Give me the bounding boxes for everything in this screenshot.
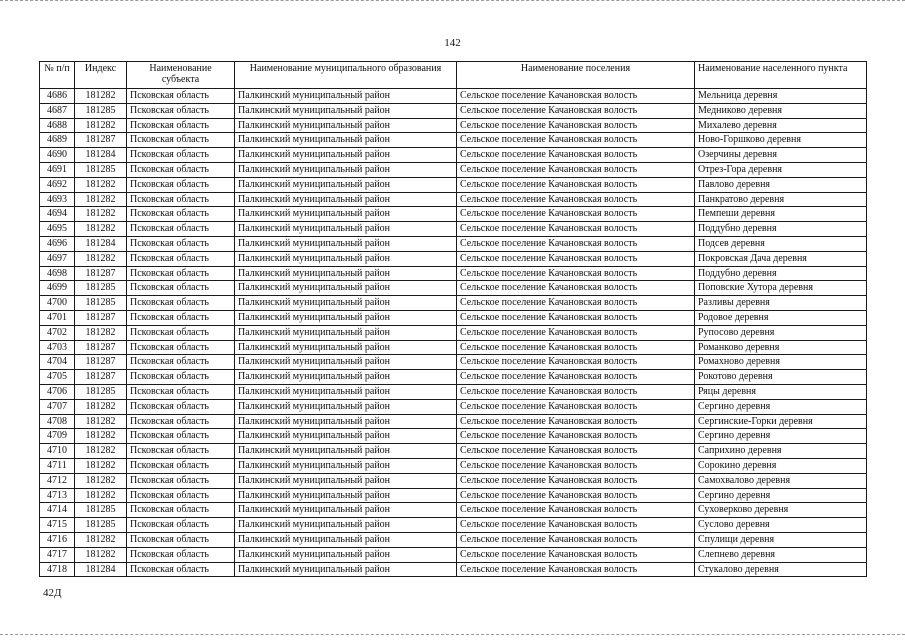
cell-num: 4693 (40, 192, 75, 207)
cell-municipality: Палкинский муниципальный район (235, 384, 457, 399)
cell-num: 4706 (40, 384, 75, 399)
cell-municipality: Палкинский муниципальный район (235, 429, 457, 444)
table-row (40, 133, 867, 148)
cell-index: 181282 (75, 429, 127, 444)
table-row (40, 192, 867, 207)
cell-settlement: Сельское поселение Качановская волость (457, 444, 695, 459)
cell-num: 4698 (40, 266, 75, 281)
table-row (40, 518, 867, 533)
scan-bottom-edge (0, 634, 905, 637)
cell-subject: Псковская область (127, 222, 235, 237)
cell-index: 181287 (75, 370, 127, 385)
cell-subject: Псковская область (127, 118, 235, 133)
cell-index: 181282 (75, 192, 127, 207)
cell-settlement: Сельское поселение Качановская волость (457, 177, 695, 192)
cell-locality: Романково деревня (695, 340, 867, 355)
cell-locality: Сергино деревня (695, 429, 867, 444)
table-row (40, 103, 867, 118)
cell-index: 181282 (75, 444, 127, 459)
cell-settlement: Сельское поселение Качановская волость (457, 355, 695, 370)
table-row (40, 251, 867, 266)
cell-subject: Псковская область (127, 503, 235, 518)
cell-locality: Самохвалово деревня (695, 473, 867, 488)
cell-num: 4718 (40, 562, 75, 577)
cell-num: 4700 (40, 296, 75, 311)
cell-index: 181287 (75, 340, 127, 355)
cell-settlement: Сельское поселение Качановская волость (457, 547, 695, 562)
cell-num: 4699 (40, 281, 75, 296)
table-row (40, 266, 867, 281)
cell-settlement: Сельское поселение Качановская волость (457, 192, 695, 207)
header-index: Индекс (75, 62, 127, 89)
cell-subject: Псковская область (127, 414, 235, 429)
cell-settlement: Сельское поселение Качановская волость (457, 162, 695, 177)
cell-subject: Псковская область (127, 192, 235, 207)
page-number: 142 (444, 37, 461, 49)
cell-locality: Ромахново деревня (695, 355, 867, 370)
cell-index: 181282 (75, 488, 127, 503)
cell-subject: Псковская область (127, 296, 235, 311)
cell-index: 181282 (75, 325, 127, 340)
cell-index: 181282 (75, 547, 127, 562)
cell-municipality: Палкинский муниципальный район (235, 518, 457, 533)
cell-subject: Псковская область (127, 547, 235, 562)
cell-municipality: Палкинский муниципальный район (235, 340, 457, 355)
cell-num: 4714 (40, 503, 75, 518)
cell-settlement: Сельское поселение Качановская волость (457, 562, 695, 577)
cell-subject: Псковская область (127, 340, 235, 355)
cell-municipality: Палкинский муниципальный район (235, 532, 457, 547)
cell-locality: Поповские Хутора деревня (695, 281, 867, 296)
cell-subject: Псковская область (127, 162, 235, 177)
cell-locality: Поддубно деревня (695, 222, 867, 237)
cell-locality: Суслово деревня (695, 518, 867, 533)
cell-municipality: Палкинский муниципальный район (235, 296, 457, 311)
cell-settlement: Сельское поселение Качановская волость (457, 148, 695, 163)
header-locality: Наименование населенного пункта (695, 62, 867, 89)
cell-subject: Псковская область (127, 370, 235, 385)
scan-top-edge (0, 0, 905, 3)
cell-locality: Стукалово деревня (695, 562, 867, 577)
cell-settlement: Сельское поселение Качановская волость (457, 325, 695, 340)
cell-num: 4694 (40, 207, 75, 222)
cell-index: 181285 (75, 162, 127, 177)
cell-settlement: Сельское поселение Качановская волость (457, 473, 695, 488)
cell-municipality: Палкинский муниципальный район (235, 148, 457, 163)
cell-locality: Рупосово деревня (695, 325, 867, 340)
cell-subject: Псковская область (127, 518, 235, 533)
cell-num: 4696 (40, 236, 75, 251)
cell-settlement: Сельское поселение Качановская волость (457, 384, 695, 399)
cell-locality: Спулищи деревня (695, 532, 867, 547)
table-row (40, 118, 867, 133)
cell-municipality: Палкинский муниципальный район (235, 251, 457, 266)
table-row (40, 384, 867, 399)
register-table-header (40, 62, 867, 89)
table-row (40, 340, 867, 355)
cell-num: 4703 (40, 340, 75, 355)
cell-subject: Псковская область (127, 488, 235, 503)
cell-settlement: Сельское поселение Качановская волость (457, 488, 695, 503)
register-table (39, 61, 867, 577)
cell-municipality: Палкинский муниципальный район (235, 222, 457, 237)
cell-num: 4708 (40, 414, 75, 429)
cell-index: 181284 (75, 148, 127, 163)
cell-municipality: Палкинский муниципальный район (235, 325, 457, 340)
cell-index: 181282 (75, 118, 127, 133)
cell-locality: Ново-Горшково деревня (695, 133, 867, 148)
table-row (40, 532, 867, 547)
cell-locality: Сергино деревня (695, 399, 867, 414)
table-row (40, 547, 867, 562)
cell-municipality: Палкинский муниципальный район (235, 281, 457, 296)
cell-index: 181282 (75, 532, 127, 547)
cell-locality: Саприхино деревня (695, 444, 867, 459)
cell-subject: Псковская область (127, 103, 235, 118)
header-subject: Наименование субъекта (127, 62, 235, 89)
cell-num: 4717 (40, 547, 75, 562)
cell-index: 181287 (75, 266, 127, 281)
cell-num: 4702 (40, 325, 75, 340)
cell-locality: Отрез-Гора деревня (695, 162, 867, 177)
cell-municipality: Палкинский муниципальный район (235, 310, 457, 325)
cell-municipality: Палкинский муниципальный район (235, 177, 457, 192)
cell-subject: Псковская область (127, 562, 235, 577)
cell-municipality: Палкинский муниципальный район (235, 547, 457, 562)
cell-subject: Псковская область (127, 532, 235, 547)
cell-num: 4710 (40, 444, 75, 459)
table-row (40, 222, 867, 237)
cell-subject: Псковская область (127, 399, 235, 414)
page-footer-code: 42Д (43, 587, 62, 599)
cell-subject: Псковская область (127, 281, 235, 296)
table-row (40, 473, 867, 488)
cell-index: 181285 (75, 281, 127, 296)
cell-settlement: Сельское поселение Качановская волость (457, 236, 695, 251)
table-row (40, 281, 867, 296)
cell-settlement: Сельское поселение Качановская волость (457, 103, 695, 118)
cell-subject: Псковская область (127, 89, 235, 104)
cell-index: 181285 (75, 503, 127, 518)
cell-municipality: Палкинский муниципальный район (235, 133, 457, 148)
cell-locality: Сергино деревня (695, 488, 867, 503)
table-row (40, 458, 867, 473)
cell-municipality: Палкинский муниципальный район (235, 192, 457, 207)
cell-index: 181285 (75, 518, 127, 533)
cell-settlement: Сельское поселение Качановская волость (457, 222, 695, 237)
cell-settlement: Сельское поселение Качановская волость (457, 118, 695, 133)
cell-municipality: Палкинский муниципальный район (235, 562, 457, 577)
header-num: № п/п (40, 62, 75, 89)
cell-num: 4707 (40, 399, 75, 414)
cell-index: 181282 (75, 399, 127, 414)
cell-locality: Панкратово деревня (695, 192, 867, 207)
cell-locality: Суховерково деревня (695, 503, 867, 518)
table-row (40, 148, 867, 163)
cell-locality: Павлово деревня (695, 177, 867, 192)
table-row (40, 562, 867, 577)
cell-locality: Озерчины деревня (695, 148, 867, 163)
cell-num: 4715 (40, 518, 75, 533)
cell-municipality: Палкинский муниципальный район (235, 266, 457, 281)
cell-subject: Псковская область (127, 310, 235, 325)
table-row (40, 236, 867, 251)
cell-locality: Мельница деревня (695, 89, 867, 104)
table-row (40, 355, 867, 370)
cell-settlement: Сельское поселение Качановская волость (457, 532, 695, 547)
cell-index: 181282 (75, 414, 127, 429)
cell-locality: Михалево деревня (695, 118, 867, 133)
cell-settlement: Сельское поселение Качановская волость (457, 89, 695, 104)
cell-locality: Медниково деревня (695, 103, 867, 118)
table-row (40, 414, 867, 429)
cell-locality: Пемпеши деревня (695, 207, 867, 222)
cell-subject: Псковская область (127, 355, 235, 370)
cell-municipality: Палкинский муниципальный район (235, 414, 457, 429)
cell-locality: Рокотово деревня (695, 370, 867, 385)
cell-index: 181282 (75, 251, 127, 266)
table-row (40, 207, 867, 222)
cell-index: 181284 (75, 236, 127, 251)
cell-municipality: Палкинский муниципальный район (235, 89, 457, 104)
cell-num: 4695 (40, 222, 75, 237)
cell-subject: Псковская область (127, 266, 235, 281)
cell-settlement: Сельское поселение Качановская волость (457, 207, 695, 222)
cell-index: 181287 (75, 133, 127, 148)
cell-subject: Псковская область (127, 236, 235, 251)
cell-index: 181282 (75, 207, 127, 222)
cell-municipality: Палкинский муниципальный район (235, 488, 457, 503)
cell-index: 181282 (75, 89, 127, 104)
table-row (40, 296, 867, 311)
cell-locality: Разливы деревня (695, 296, 867, 311)
cell-num: 4712 (40, 473, 75, 488)
cell-num: 4687 (40, 103, 75, 118)
cell-municipality: Палкинский муниципальный район (235, 207, 457, 222)
cell-locality: Поддубно деревня (695, 266, 867, 281)
cell-num: 4692 (40, 177, 75, 192)
cell-municipality: Палкинский муниципальный район (235, 370, 457, 385)
header-municipality: Наименование муниципального образования (235, 62, 457, 89)
cell-num: 4713 (40, 488, 75, 503)
cell-index: 181282 (75, 458, 127, 473)
cell-settlement: Сельское поселение Качановская волость (457, 458, 695, 473)
cell-settlement: Сельское поселение Качановская волость (457, 296, 695, 311)
cell-index: 181287 (75, 355, 127, 370)
table-row (40, 325, 867, 340)
cell-subject: Псковская область (127, 444, 235, 459)
table-row (40, 370, 867, 385)
cell-num: 4716 (40, 532, 75, 547)
cell-locality: Ряцы деревня (695, 384, 867, 399)
cell-settlement: Сельское поселение Качановская волость (457, 133, 695, 148)
cell-subject: Псковская область (127, 133, 235, 148)
cell-num: 4705 (40, 370, 75, 385)
cell-subject: Псковская область (127, 384, 235, 399)
cell-num: 4691 (40, 162, 75, 177)
cell-subject: Псковская область (127, 325, 235, 340)
cell-municipality: Палкинский муниципальный район (235, 458, 457, 473)
cell-index: 181285 (75, 296, 127, 311)
cell-locality: Родовое деревня (695, 310, 867, 325)
cell-subject: Псковская область (127, 429, 235, 444)
cell-locality: Сергинские-Горки деревня (695, 414, 867, 429)
table-row (40, 177, 867, 192)
cell-settlement: Сельское поселение Качановская волость (457, 281, 695, 296)
cell-municipality: Палкинский муниципальный район (235, 103, 457, 118)
table-row (40, 488, 867, 503)
cell-locality: Слепнево деревня (695, 547, 867, 562)
cell-settlement: Сельское поселение Качановская волость (457, 518, 695, 533)
cell-subject: Псковская область (127, 207, 235, 222)
cell-locality: Сорокино деревня (695, 458, 867, 473)
cell-municipality: Палкинский муниципальный район (235, 118, 457, 133)
cell-settlement: Сельское поселение Качановская волость (457, 251, 695, 266)
cell-municipality: Палкинский муниципальный район (235, 444, 457, 459)
cell-municipality: Палкинский муниципальный район (235, 236, 457, 251)
cell-index: 181282 (75, 473, 127, 488)
cell-num: 4704 (40, 355, 75, 370)
cell-settlement: Сельское поселение Качановская волость (457, 370, 695, 385)
cell-index: 181287 (75, 310, 127, 325)
table-row (40, 162, 867, 177)
cell-subject: Псковская область (127, 177, 235, 192)
cell-settlement: Сельское поселение Качановская волость (457, 429, 695, 444)
cell-num: 4711 (40, 458, 75, 473)
cell-index: 181282 (75, 177, 127, 192)
cell-index: 181284 (75, 562, 127, 577)
cell-municipality: Палкинский муниципальный район (235, 162, 457, 177)
cell-num: 4686 (40, 89, 75, 104)
cell-municipality: Палкинский муниципальный район (235, 503, 457, 518)
cell-settlement: Сельское поселение Качановская волость (457, 340, 695, 355)
table-row (40, 429, 867, 444)
cell-locality: Подсев деревня (695, 236, 867, 251)
cell-num: 4688 (40, 118, 75, 133)
cell-settlement: Сельское поселение Качановская волость (457, 266, 695, 281)
cell-settlement: Сельское поселение Качановская волость (457, 399, 695, 414)
cell-subject: Псковская область (127, 251, 235, 266)
table-row (40, 89, 867, 104)
cell-municipality: Палкинский муниципальный район (235, 399, 457, 414)
table-row (40, 444, 867, 459)
cell-municipality: Палкинский муниципальный район (235, 355, 457, 370)
header-row (40, 62, 867, 89)
cell-index: 181285 (75, 103, 127, 118)
cell-municipality: Палкинский муниципальный район (235, 473, 457, 488)
table-row (40, 503, 867, 518)
cell-num: 4701 (40, 310, 75, 325)
cell-index: 181285 (75, 384, 127, 399)
cell-num: 4689 (40, 133, 75, 148)
cell-num: 4690 (40, 148, 75, 163)
cell-index: 181282 (75, 222, 127, 237)
cell-num: 4697 (40, 251, 75, 266)
cell-subject: Псковская область (127, 148, 235, 163)
table-row (40, 399, 867, 414)
header-settlement: Наименование поселения (457, 62, 695, 89)
register-table-body (40, 89, 867, 577)
cell-locality: Покровская Дача деревня (695, 251, 867, 266)
cell-num: 4709 (40, 429, 75, 444)
cell-settlement: Сельское поселение Качановская волость (457, 310, 695, 325)
cell-subject: Псковская область (127, 473, 235, 488)
cell-settlement: Сельское поселение Качановская волость (457, 414, 695, 429)
cell-subject: Псковская область (127, 458, 235, 473)
table-row (40, 310, 867, 325)
cell-settlement: Сельское поселение Качановская волость (457, 503, 695, 518)
